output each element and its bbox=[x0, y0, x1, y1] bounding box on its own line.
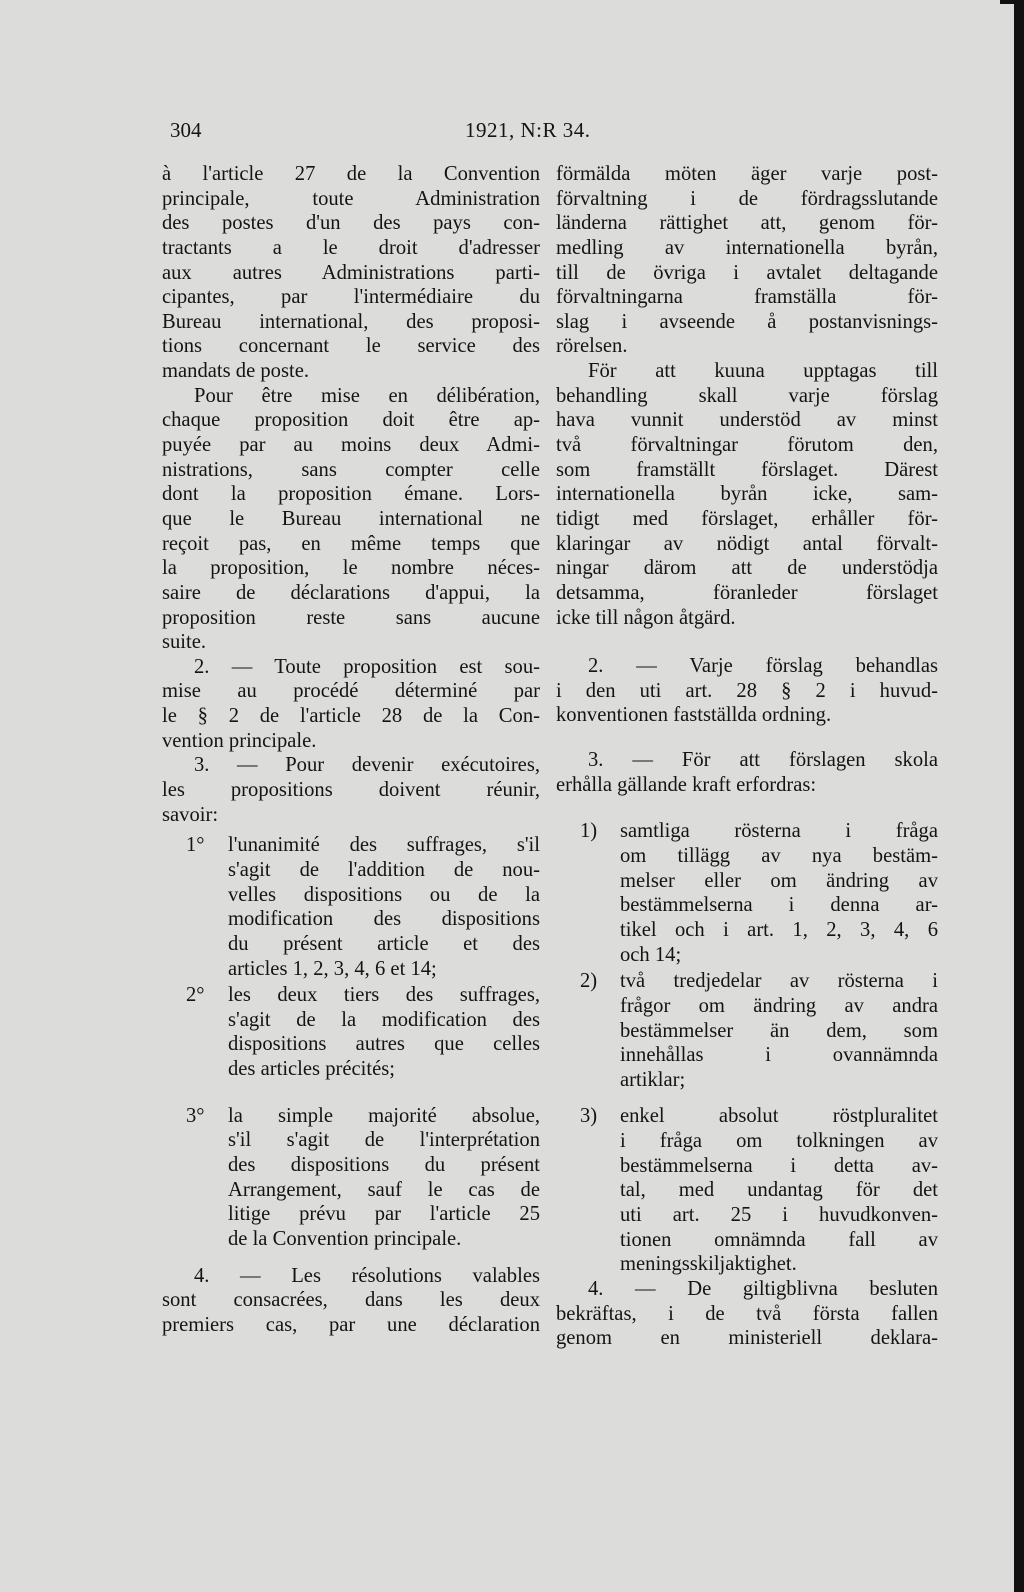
item-text-line: velles dispositions ou de la bbox=[228, 883, 540, 906]
text-line: les propositions doivent réunir, bbox=[162, 779, 540, 802]
text-line: vention principale. bbox=[162, 729, 317, 752]
item-text-line: bestämmelser än dem, som bbox=[620, 1019, 938, 1042]
enumerated-item bbox=[556, 819, 938, 967]
text-line: förvaltningarna framställa för- bbox=[556, 286, 938, 309]
text-line: För att kuuna upptagas till bbox=[588, 360, 938, 383]
text-line: à l'article 27 de la Convention bbox=[162, 163, 540, 185]
item-number: 3) bbox=[580, 1105, 598, 1128]
item-text-line: samtliga rösterna i fråga bbox=[620, 820, 938, 843]
text-line: tions concernant le service des bbox=[162, 335, 540, 358]
spacer bbox=[556, 728, 938, 748]
enumerated-item bbox=[162, 1104, 540, 1252]
item-number: 1° bbox=[186, 834, 205, 857]
text-line: premiers cas, par une déclaration bbox=[162, 1313, 540, 1336]
text-line: detsamma, föranleder förslaget bbox=[556, 581, 938, 604]
item-text-line: och 14; bbox=[620, 943, 682, 966]
item-text-line: tikel och i art. 1, 2, 3, 4, 6 bbox=[620, 918, 938, 941]
enumerated-item bbox=[556, 969, 938, 1092]
item-text-line: litige prévu par l'article 25 bbox=[228, 1203, 540, 1226]
item-text-line: s'il s'agit de l'interprétation bbox=[228, 1129, 540, 1152]
text-line: que le Bureau international ne bbox=[162, 507, 540, 530]
enumerated-item bbox=[162, 983, 540, 1082]
text-line: le § 2 de l'article 28 de la Con- bbox=[162, 705, 540, 728]
text-line: principale, toute Administration bbox=[162, 187, 540, 210]
text-line: i den uti art. 28 § 2 i huvud- bbox=[556, 679, 938, 702]
swedish-main-text bbox=[556, 162, 938, 630]
swedish-paragraph-3 bbox=[556, 748, 938, 797]
item-number: 1) bbox=[580, 820, 598, 843]
item-text-line: melser eller om ändring av bbox=[620, 869, 938, 892]
item-text-line: des articles précités; bbox=[228, 1058, 395, 1081]
text-line: 2. — Varje förslag behandlas bbox=[588, 655, 938, 678]
item-text-line: bestämmelserna i denna ar- bbox=[620, 894, 938, 917]
item-text-line: articles 1, 2, 3, 4, 6 et 14; bbox=[228, 957, 437, 980]
enumerated-item bbox=[556, 1104, 938, 1276]
item-text-line: dispositions autres que celles bbox=[228, 1033, 540, 1056]
swedish-closing-text bbox=[556, 1277, 938, 1351]
text-line: internationella byrån icke, sam- bbox=[556, 483, 938, 506]
item-text-line: om tillägg av nya bestäm- bbox=[620, 845, 938, 868]
item-text-line: la simple majorité absolue, bbox=[228, 1104, 540, 1127]
text-line: ningar därom att de understödja bbox=[556, 557, 938, 580]
text-line: slag i avseende å postanvisnings- bbox=[556, 310, 938, 333]
text-line: klaringar av nödigt antal förvalt- bbox=[556, 532, 938, 555]
text-line: till de övriga i avtalet deltagande bbox=[556, 261, 938, 284]
spacer bbox=[556, 630, 938, 654]
text-line: förmälda möten äger varje post- bbox=[556, 163, 938, 185]
text-line: icke till någon åtgärd. bbox=[556, 606, 736, 629]
text-line: sont consacrées, dans les deux bbox=[162, 1289, 540, 1312]
item-text-line: två tredjedelar av rösterna i bbox=[620, 970, 938, 993]
item-number: 2) bbox=[580, 970, 598, 993]
text-line: mandats de poste. bbox=[162, 360, 309, 383]
item-text-line: enkel absolut röstpluralitet bbox=[620, 1105, 938, 1128]
item-text-line: s'agit de la modification des bbox=[228, 1008, 540, 1031]
text-line: medling av internationella byrån, bbox=[556, 236, 938, 259]
item-text-line: les deux tiers des suffrages, bbox=[228, 984, 540, 1007]
french-enumeration bbox=[162, 833, 540, 1251]
item-text-line: artiklar; bbox=[620, 1068, 686, 1091]
swedish-enumeration bbox=[556, 819, 938, 1277]
french-main-text bbox=[162, 162, 540, 827]
running-head: 1921, N:R 34. bbox=[465, 118, 591, 142]
item-text-line: i fråga om tolkningen av bbox=[620, 1130, 938, 1153]
scan-edge-corner bbox=[1000, 0, 1014, 4]
item-text-line: du présent article et des bbox=[228, 932, 540, 955]
text-line: nistrations, sans compter celle bbox=[162, 458, 540, 481]
text-line: som framställt förslaget. Därest bbox=[556, 458, 938, 481]
swedish-column bbox=[556, 162, 938, 1351]
text-line: la proposition, le nombre néces- bbox=[162, 557, 540, 580]
spacer bbox=[556, 797, 938, 819]
text-line: mise au procédé déterminé par bbox=[162, 680, 540, 703]
item-text-line: tionen omnämnda fall av bbox=[620, 1228, 938, 1251]
text-line: 3. — Pour devenir exécutoires, bbox=[194, 754, 540, 777]
swedish-paragraph-2 bbox=[556, 654, 938, 728]
text-line: aux autres Administrations parti- bbox=[162, 261, 540, 284]
item-text-line: uti art. 25 i huvudkonven- bbox=[620, 1203, 938, 1226]
text-line: rörelsen. bbox=[556, 335, 628, 358]
text-line: förvaltning i de fördragsslutande bbox=[556, 187, 938, 210]
item-text-line: meningsskiljaktighet. bbox=[620, 1253, 797, 1276]
item-text-line: frågor om ändring av andra bbox=[620, 994, 938, 1017]
text-line: erhålla gällande kraft erfordras: bbox=[556, 773, 817, 796]
page-header bbox=[165, 118, 920, 148]
item-text-line: modification des dispositions bbox=[228, 908, 540, 931]
text-line: cipantes, par l'intermédiaire du bbox=[162, 286, 540, 309]
text-line: chaque proposition doit être ap- bbox=[162, 409, 540, 432]
item-text-line: Arrangement, sauf le cas de bbox=[228, 1178, 540, 1201]
text-line: puyée par au moins deux Admi- bbox=[162, 434, 540, 457]
text-line: reçoit pas, en même temps que bbox=[162, 532, 540, 555]
spacer bbox=[162, 1252, 540, 1264]
item-number: 2° bbox=[186, 984, 205, 1007]
text-line: dont la proposition émane. Lors- bbox=[162, 483, 540, 506]
text-line: två förvaltningar förutom den, bbox=[556, 434, 938, 457]
text-line: bekräftas, i de två första fallen bbox=[556, 1302, 938, 1325]
text-line: des postes d'un des pays con- bbox=[162, 212, 540, 235]
text-line: tractants a le droit d'adresser bbox=[162, 236, 540, 259]
text-line: savoir: bbox=[162, 803, 219, 826]
text-line: 2. — Toute proposition est sou- bbox=[194, 655, 540, 678]
text-line: tidigt med förslaget, erhåller för- bbox=[556, 507, 938, 530]
item-text-line: innehållas i ovannämnda bbox=[620, 1044, 938, 1067]
text-line: hava vunnit understöd av minst bbox=[556, 409, 938, 432]
item-text-line: s'agit de l'addition de nou- bbox=[228, 858, 540, 881]
text-line: behandling skall varje förslag bbox=[556, 384, 938, 407]
text-line: saire de déclarations d'appui, la bbox=[162, 581, 540, 604]
text-line: Pour être mise en délibération, bbox=[194, 384, 540, 407]
french-column bbox=[162, 162, 540, 1337]
item-text-line: de la Convention principale. bbox=[228, 1227, 462, 1250]
text-line: länderna rättighet att, genom för- bbox=[556, 212, 938, 235]
enumerated-item bbox=[162, 833, 540, 981]
item-text-line: l'unanimité des suffrages, s'il bbox=[228, 834, 540, 857]
text-line: 4. — Les résolutions valables bbox=[194, 1264, 540, 1287]
text-line: proposition reste sans aucune bbox=[162, 606, 540, 629]
page-number: 304 bbox=[170, 118, 202, 142]
text-line: konventionen fastställda ordning. bbox=[556, 704, 832, 727]
text-line: Bureau international, des proposi- bbox=[162, 310, 540, 333]
text-line: suite. bbox=[162, 631, 207, 654]
item-text-line: bestämmelserna i detta av- bbox=[620, 1154, 938, 1177]
text-line: 3. — För att förslagen skola bbox=[588, 749, 938, 772]
scan-edge bbox=[1014, 0, 1024, 1592]
item-text-line: tal, med undantag för det bbox=[620, 1179, 938, 1202]
text-line: genom en ministeriell deklara- bbox=[556, 1327, 938, 1350]
item-number: 3° bbox=[186, 1104, 205, 1127]
text-line: 4. — De giltigblivna besluten bbox=[588, 1277, 938, 1300]
item-text-line: des dispositions du présent bbox=[228, 1153, 540, 1176]
french-closing-text bbox=[162, 1264, 540, 1338]
